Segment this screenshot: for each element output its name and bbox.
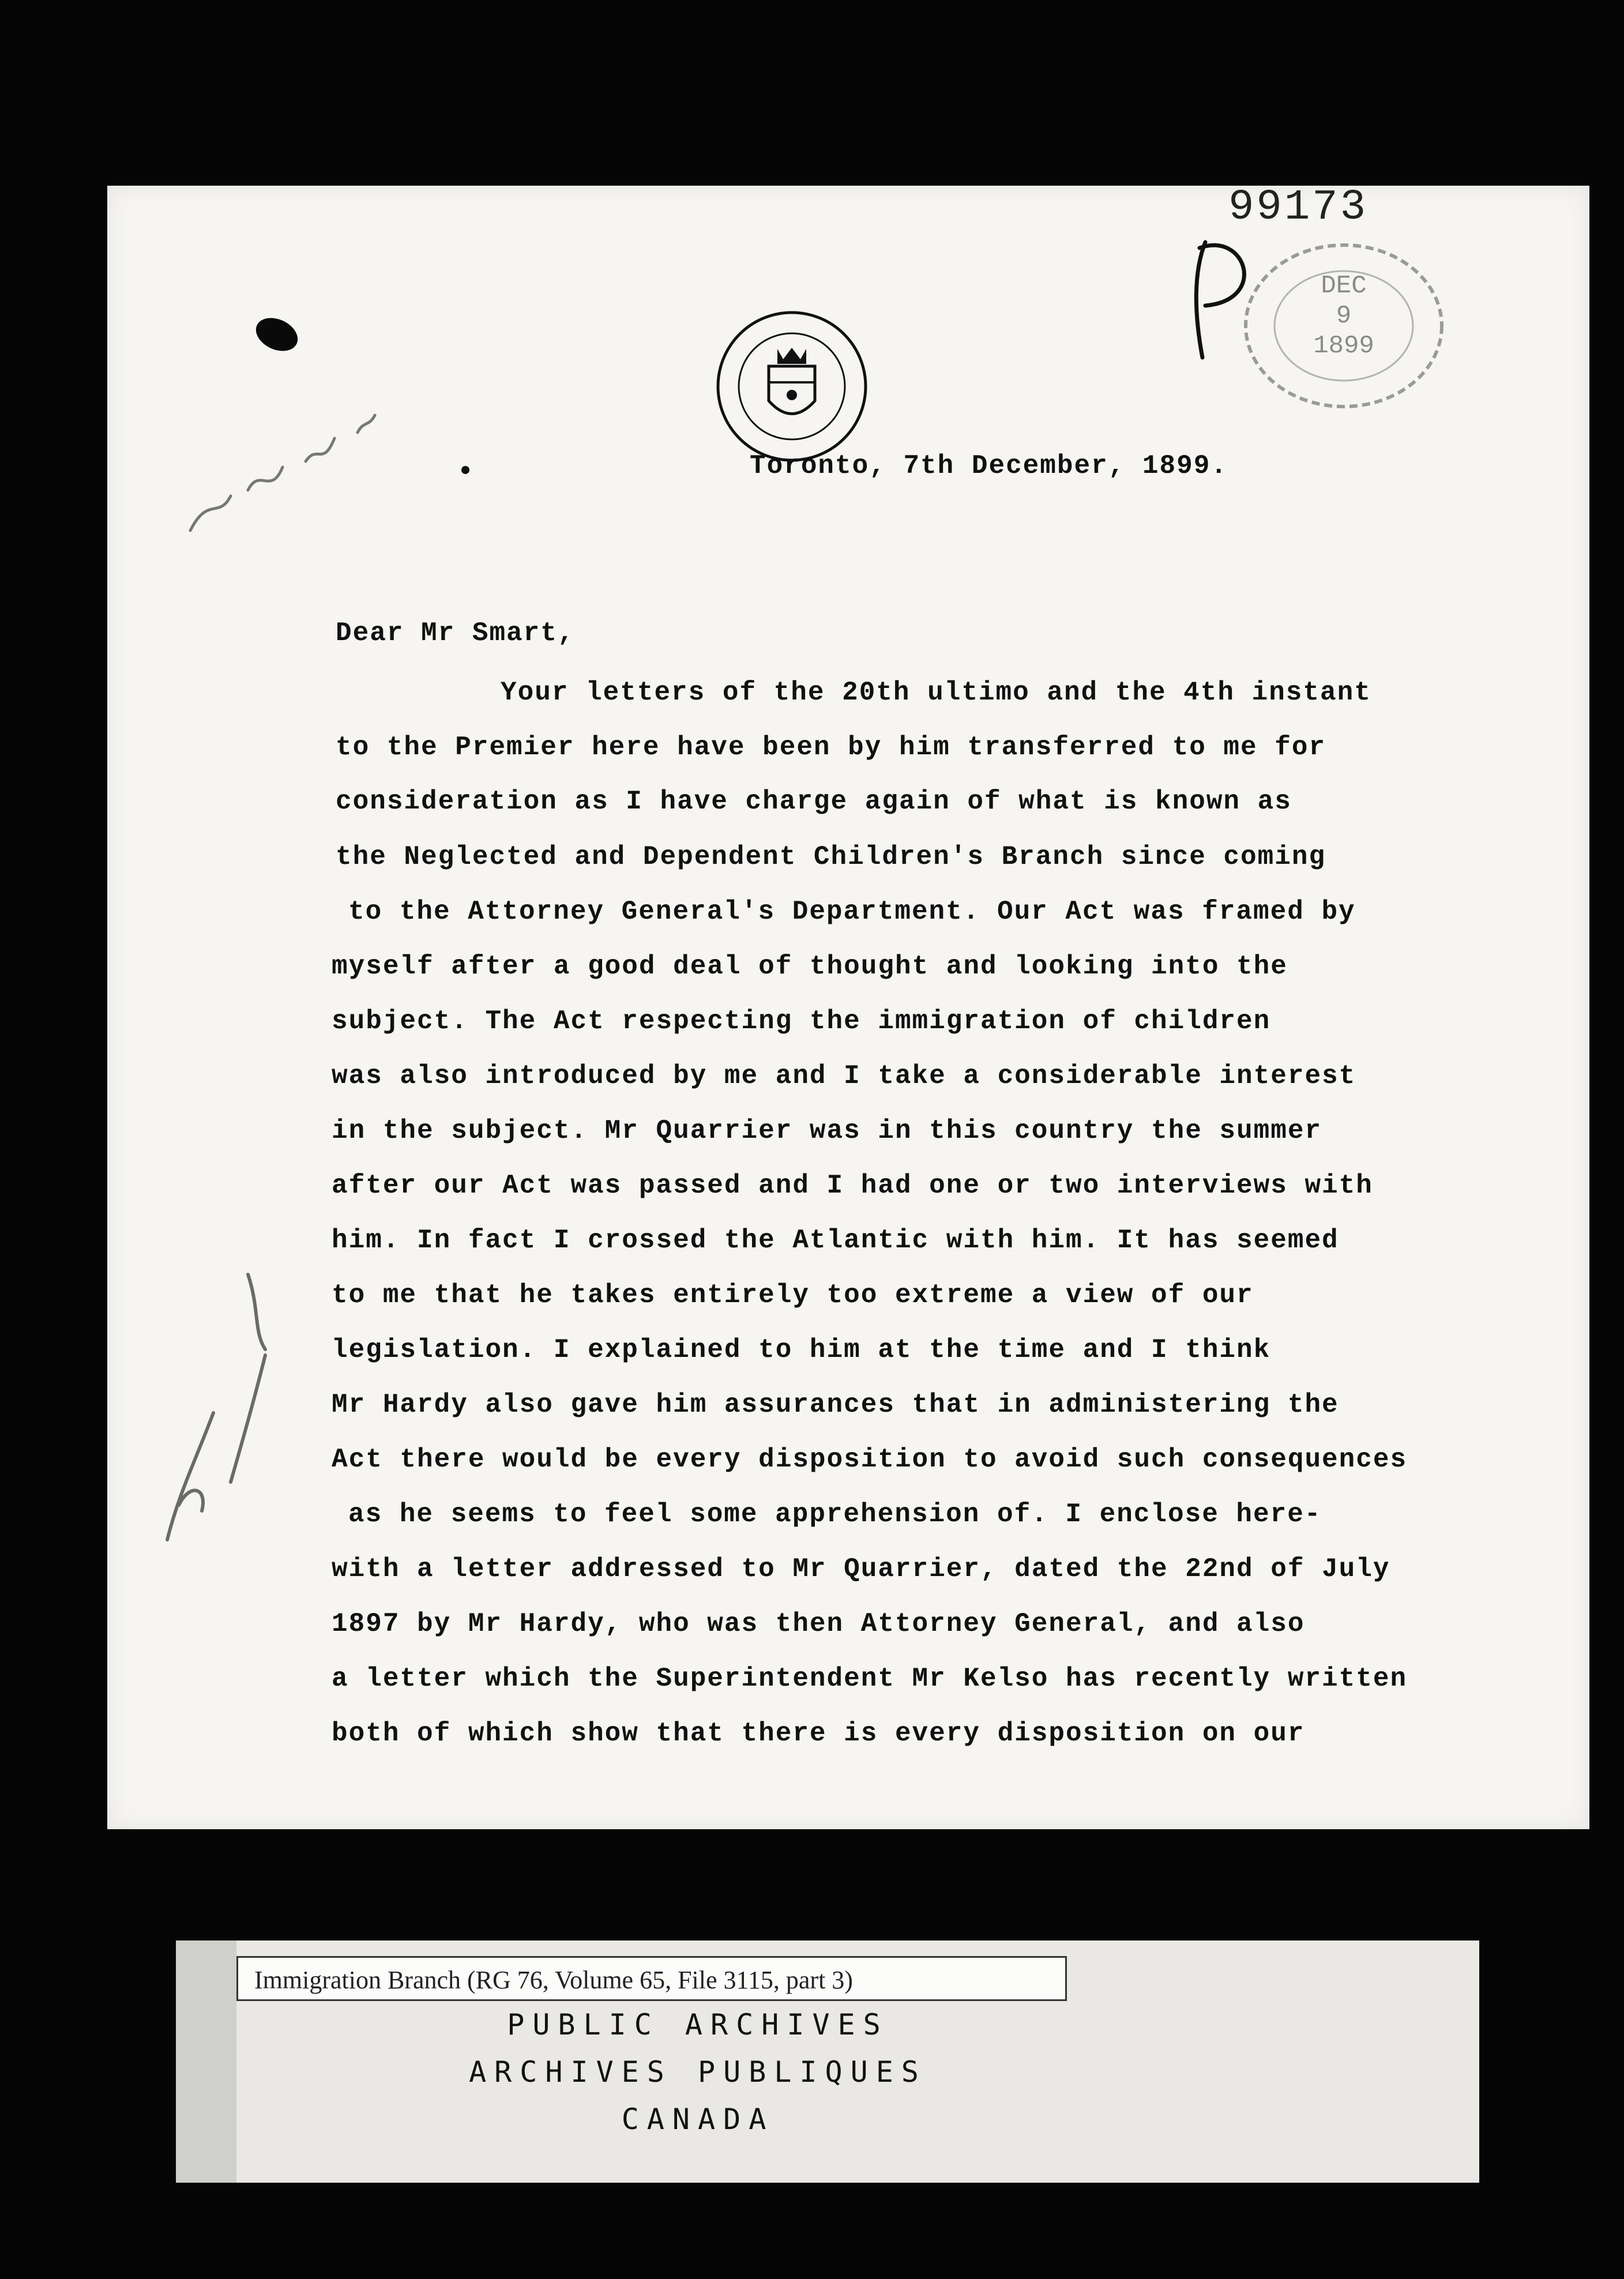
letter-salutation: Dear Mr Smart, — [336, 618, 575, 648]
tape-edge — [176, 1940, 236, 2183]
body-line-9: in the subject. Mr Quarrier was in this country the summer — [332, 1116, 1322, 1146]
letter-dateline: Toronto, 7th December, 1899. — [750, 451, 1228, 481]
body-line-6: myself after a good deal of thought and looking into the — [332, 952, 1288, 981]
body-line-18: 1897 by Mr Hardy, who was then Attorney General, and also — [332, 1609, 1305, 1639]
archives-stamp-line-1: PUBLIC ARCHIVES — [507, 2008, 889, 2041]
body-line-12: to me that he takes entirely too extreme a view of our — [332, 1280, 1254, 1310]
body-line-1: Your letters of the 20th ultimo and the 4th instant — [501, 678, 1371, 708]
body-line-11: him. In fact I crossed the Atlantic with him. It has seemed — [332, 1225, 1339, 1255]
body-line-20: both of which show that there is every disposition on our — [332, 1718, 1305, 1748]
body-line-7: subject. The Act respecting the immigration of children — [332, 1006, 1271, 1036]
public-archives-stamp — [323, 2001, 1073, 2143]
body-line-5: to the Attorney General's Department. Our Act was framed by — [348, 897, 1356, 927]
stamp-month: DEC — [1321, 272, 1367, 300]
body-line-3: consideration as I have charge again of what is known as — [336, 787, 1292, 817]
body-line-8: was also introduced by me and I take a considerable interest — [332, 1061, 1356, 1091]
body-line-10: after our Act was passed and I had one or two interviews with — [332, 1171, 1373, 1201]
body-line-4: the Neglected and Dependent Children's Branch since coming — [336, 842, 1326, 872]
stamp-day: 9 — [1336, 302, 1352, 330]
body-line-17: with a letter addressed to Mr Quarrier, dated the 22nd of July — [332, 1554, 1390, 1584]
body-line-14: Mr Hardy also gave him assurances that in administering the — [332, 1390, 1339, 1420]
body-line-15: Act there would be every disposition to avoid such consequences — [332, 1445, 1408, 1475]
body-line-19: a letter which the Superintendent Mr Kelso has recently written — [332, 1664, 1408, 1694]
body-line-2: to the Premier here have been by him transferred to me for — [336, 732, 1326, 762]
stamp-year: 1899 — [1313, 332, 1374, 360]
archives-stamp-line-3: CANADA — [621, 2103, 775, 2136]
folio-number: 99173 — [1228, 183, 1369, 232]
body-line-16: as he seems to feel some apprehension of. I enclose here- — [348, 1499, 1322, 1529]
body-line-13: legislation. I explained to him at the time and I think — [332, 1335, 1271, 1365]
catalog-reference-label: Immigration Branch (RG 76, Volume 65, File 3115, part 3) — [236, 1956, 1067, 2001]
archives-stamp-line-2: ARCHIVES PUBLIQUES — [469, 2055, 927, 2089]
